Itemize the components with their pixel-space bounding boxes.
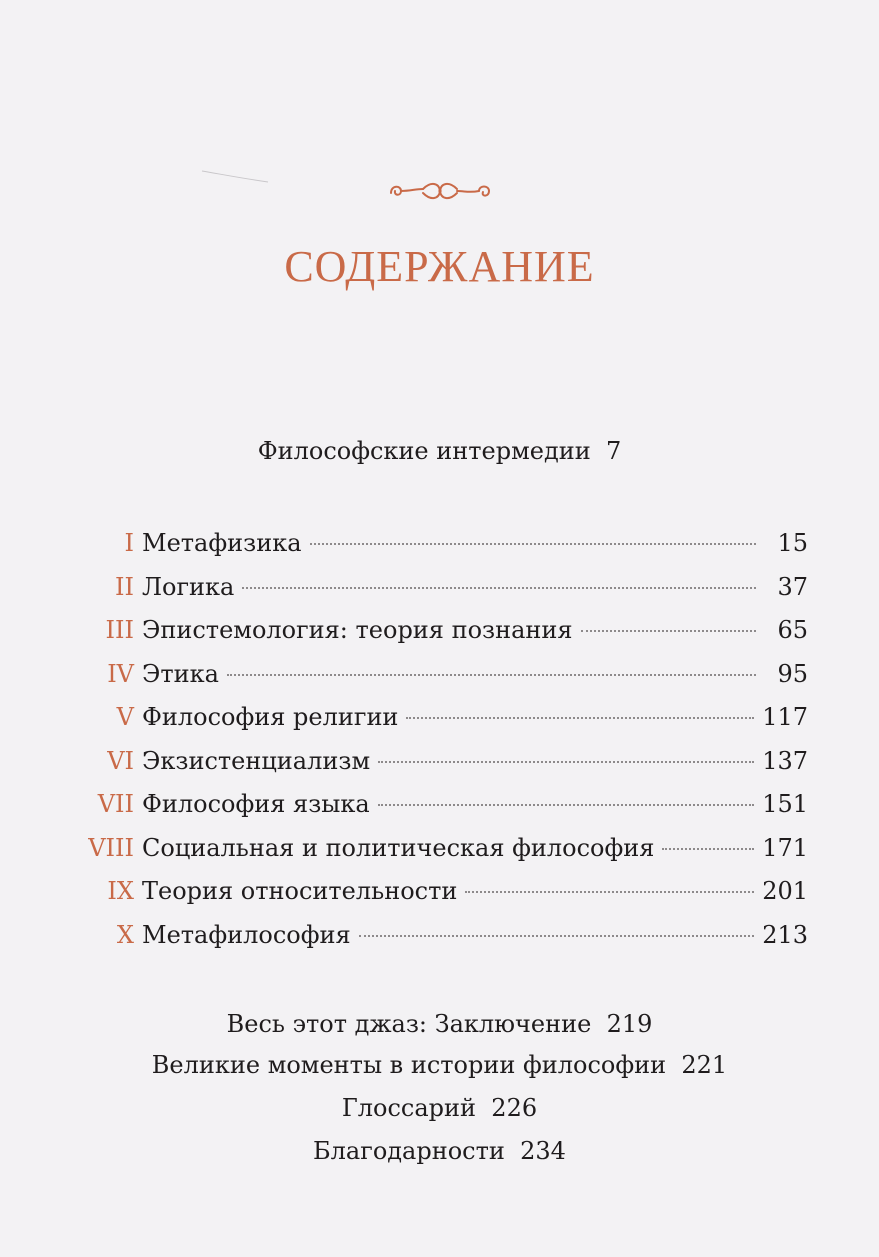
intro-label: Философские интермедии	[257, 437, 591, 465]
chapter-row	[78, 702, 808, 746]
dot-leader	[378, 804, 754, 806]
endmatter-entry	[0, 1050, 879, 1080]
endmatter-entry	[0, 1136, 879, 1166]
chapter-number: VI	[107, 746, 134, 775]
chapter-list	[78, 528, 808, 963]
chapter-number: X	[116, 920, 134, 949]
chapter-row	[78, 572, 808, 616]
chapter-page: 37	[777, 572, 808, 601]
endmatter-entry	[0, 1093, 879, 1123]
dot-leader	[662, 848, 754, 850]
paper-scratch-mark	[200, 168, 270, 184]
chapter-row	[78, 615, 808, 659]
chapter-row	[78, 746, 808, 790]
chapter-page: 65	[777, 616, 808, 644]
chapter-number: V	[116, 703, 134, 731]
chapter-row	[78, 528, 808, 572]
chapter-page: 171	[762, 833, 808, 862]
chapter-title: Этика	[142, 659, 219, 688]
endmatter-page: 234	[520, 1137, 566, 1165]
chapter-title: Теория относительности	[142, 877, 458, 905]
chapter-row	[78, 876, 808, 920]
chapter-title: Метафилософия	[142, 920, 351, 949]
endmatter-label: Благодарности	[313, 1137, 505, 1165]
chapter-number: III	[105, 616, 134, 644]
chapter-page: 95	[777, 659, 808, 688]
chapter-page: 15	[777, 529, 808, 557]
chapter-title: Экзистенциализм	[142, 746, 371, 775]
chapter-row	[78, 920, 808, 964]
endmatter-page: 219	[606, 1010, 653, 1038]
flourish-ornament-icon	[385, 171, 495, 211]
dot-leader	[359, 935, 755, 937]
chapter-row	[78, 659, 808, 703]
chapter-number: VII	[97, 790, 134, 818]
intro-entry	[0, 436, 879, 466]
chapter-title: Философия религии	[142, 703, 399, 731]
dot-leader	[310, 543, 756, 545]
dot-leader	[378, 761, 754, 763]
chapter-number: IV	[107, 659, 134, 688]
chapter-title: Эпистемология: теория познания	[142, 616, 573, 644]
dot-leader	[227, 674, 756, 676]
chapter-page: 151	[762, 790, 808, 818]
endmatter-label: Великие моменты в истории философии	[151, 1051, 667, 1079]
chapter-number: II	[115, 572, 134, 601]
endmatter-page: 226	[491, 1094, 538, 1122]
chapter-title: Метафизика	[142, 529, 302, 557]
dot-leader	[406, 717, 754, 719]
endmatter-entry	[0, 1009, 879, 1039]
chapter-number: I	[124, 529, 134, 557]
chapter-row	[78, 833, 808, 877]
chapter-title: Философия языка	[142, 790, 370, 818]
dot-leader	[581, 630, 756, 632]
endmatter-page: 221	[681, 1051, 728, 1079]
endmatter-label: Весь этот джаз: Заключение	[226, 1010, 592, 1038]
chapter-row	[78, 789, 808, 833]
chapter-page: 201	[762, 877, 808, 905]
intro-page: 7	[606, 437, 622, 465]
endmatter-label: Глоссарий	[341, 1094, 477, 1122]
chapter-title: Социальная и политическая философия	[142, 833, 655, 862]
chapter-page: 137	[762, 746, 808, 775]
dot-leader	[465, 891, 754, 893]
chapter-number: VIII	[88, 833, 134, 862]
chapter-page: 117	[762, 703, 808, 731]
dot-leader	[242, 587, 756, 589]
chapter-page: 213	[762, 920, 808, 949]
page-title: СОДЕРЖАНИЕ	[284, 242, 595, 291]
chapter-number: IX	[107, 877, 134, 905]
chapter-title: Логика	[142, 572, 235, 601]
